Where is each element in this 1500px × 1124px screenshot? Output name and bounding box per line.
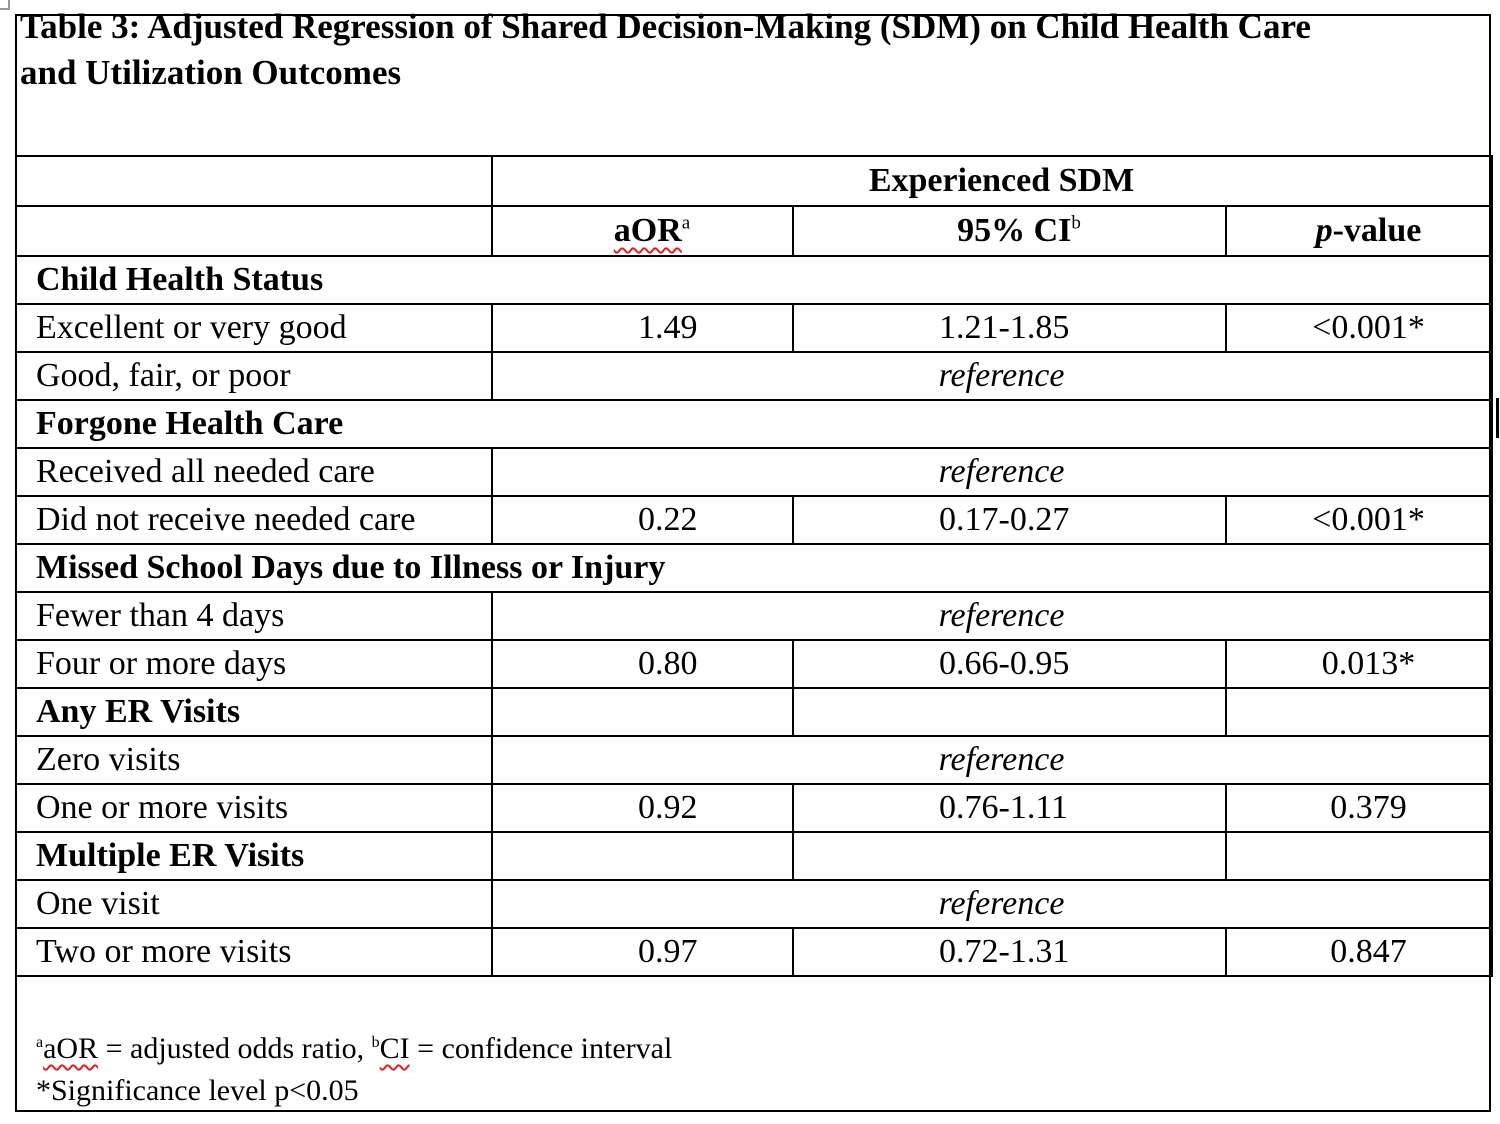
section-row: [16, 832, 1492, 880]
header-columns-row: [16, 206, 1492, 256]
section-row: [16, 688, 1492, 736]
section-blank-cell: [793, 688, 1226, 736]
reference-cell: reference: [492, 880, 1492, 928]
table-row: [16, 592, 1492, 640]
row-label: Two or more visits: [16, 928, 492, 976]
row-label: Good, fair, or poor: [16, 352, 492, 400]
section-title: Multiple ER Visits: [16, 832, 492, 880]
section-row: [16, 400, 1492, 448]
footnote-significance: *Significance level p<0.05: [36, 1074, 359, 1107]
corner-mark: [0, 0, 10, 10]
row-label: Four or more days: [16, 640, 492, 688]
row-label: Received all needed care: [16, 448, 492, 496]
table-row: [16, 880, 1492, 928]
footnotes: [36, 1028, 672, 1112]
row-label: One visit: [16, 880, 492, 928]
table-row: [16, 304, 1492, 352]
section-title: Forgone Health Care: [16, 400, 1492, 448]
p-value-cell: <0.001*: [1226, 304, 1492, 352]
table-row: [16, 352, 1492, 400]
footnote-ci-def: = confidence interval: [409, 1032, 673, 1065]
footnote-aor-def: = adjusted odds ratio,: [98, 1032, 372, 1065]
table-row: [16, 448, 1492, 496]
aor-cell: 0.97: [492, 928, 793, 976]
section-blank-cell: [492, 688, 793, 736]
header-aor-text: aOR: [613, 212, 682, 249]
section-row: [16, 256, 1492, 304]
caption-line-1: Table 3: Adjusted Regression of Shared Decision-Making (SDM) on Child Health Care: [20, 7, 1311, 46]
section-blank-cell: [492, 832, 793, 880]
row-label: One or more visits: [16, 784, 492, 832]
header-aor: [492, 206, 793, 256]
section-blank-cell: [793, 832, 1226, 880]
header-ci: [793, 206, 1226, 256]
row-label: Fewer than 4 days: [16, 592, 492, 640]
header-p-value: [1226, 206, 1492, 256]
aor-cell: 0.80: [492, 640, 793, 688]
header-p-rest: -value: [1332, 212, 1422, 249]
table-row: [16, 640, 1492, 688]
footnote-aor-term: aOR: [43, 1032, 99, 1065]
aor-cell: 0.22: [492, 496, 793, 544]
row-label: Excellent or very good: [16, 304, 492, 352]
reference-cell: reference: [492, 592, 1492, 640]
footnote-sup-b: b: [371, 1034, 380, 1051]
reference-cell: reference: [492, 736, 1492, 784]
ci-cell: 0.72-1.31: [793, 928, 1226, 976]
section-title: Child Health Status: [16, 256, 1492, 304]
header-blank-cell: [16, 206, 492, 256]
header-p-italic: p: [1315, 212, 1333, 249]
section-row: [16, 544, 1492, 592]
results-table-body: [16, 156, 1492, 976]
header-ci-sup: b: [1071, 212, 1081, 234]
p-value-cell: 0.013*: [1226, 640, 1492, 688]
ci-cell: 0.17-0.27: [793, 496, 1226, 544]
header-experienced-sdm: Experienced SDM: [492, 156, 1492, 206]
row-label: Did not receive needed care: [16, 496, 492, 544]
ci-cell: 1.21-1.85: [793, 304, 1226, 352]
text-cursor: [1496, 398, 1499, 438]
section-title: Missed School Days due to Illness or Injury: [16, 544, 1492, 592]
results-table: [15, 155, 1493, 977]
row-label: Zero visits: [16, 736, 492, 784]
header-group-row: [16, 156, 1492, 206]
section-title: Any ER Visits: [16, 688, 492, 736]
ci-cell: 0.66-0.95: [793, 640, 1226, 688]
header-aor-sup: a: [681, 212, 691, 234]
header-blank-cell: [16, 156, 492, 206]
section-blank-cell: [1226, 688, 1492, 736]
table-row: [16, 784, 1492, 832]
section-blank-cell: [1226, 832, 1492, 880]
table-row: [16, 928, 1492, 976]
aor-cell: 0.92: [492, 784, 793, 832]
header-ci-text: 95% CI: [957, 212, 1072, 249]
p-value-cell: <0.001*: [1226, 496, 1492, 544]
reference-cell: reference: [492, 448, 1492, 496]
footnote-abbreviations: [36, 1028, 672, 1070]
table-row: [16, 736, 1492, 784]
table-row: [16, 496, 1492, 544]
table-caption: [20, 4, 1460, 96]
ci-cell: 0.76-1.11: [793, 784, 1226, 832]
caption-line-2: and Utilization Outcomes: [20, 53, 402, 92]
aor-cell: 1.49: [492, 304, 793, 352]
p-value-cell: 0.847: [1226, 928, 1492, 976]
footnote-sup-a: a: [36, 1034, 44, 1051]
reference-cell: reference: [492, 352, 1492, 400]
footnote-ci-term: CI: [379, 1032, 410, 1065]
p-value-cell: 0.379: [1226, 784, 1492, 832]
